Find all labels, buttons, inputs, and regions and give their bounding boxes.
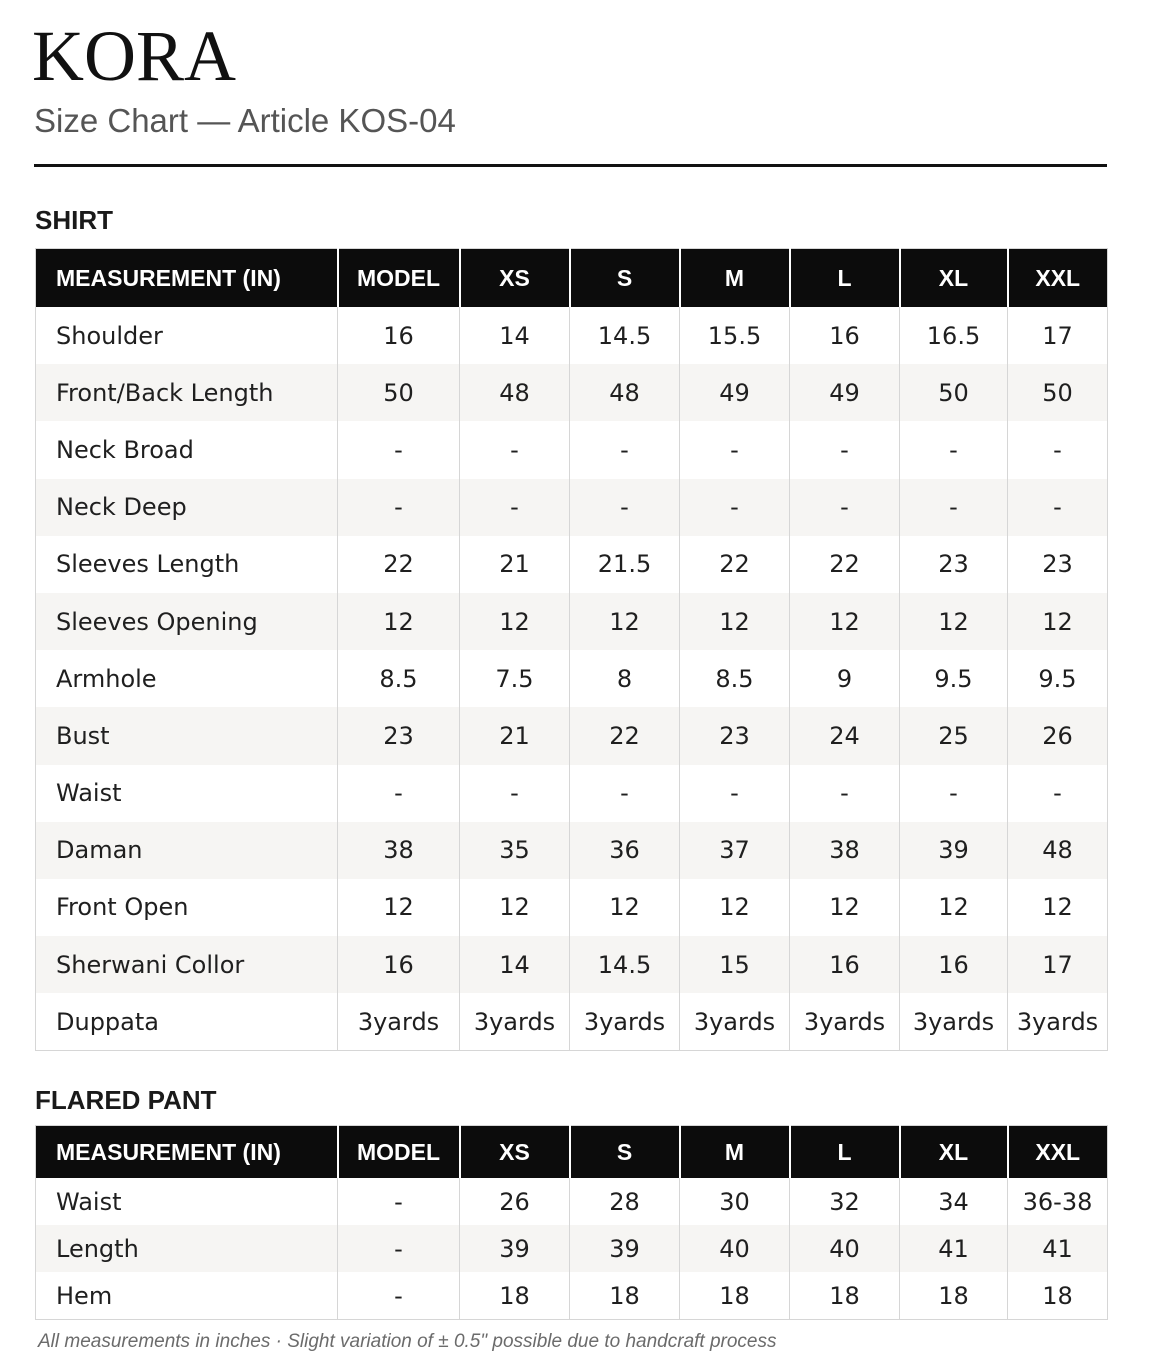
size-value-cell: 12 (680, 593, 790, 650)
size-value-cell: 14.5 (570, 936, 680, 993)
size-value-cell: 16 (790, 307, 900, 364)
size-value-cell: - (680, 421, 790, 478)
size-value-cell: 12 (460, 879, 570, 936)
table-row (36, 479, 1108, 536)
size-value-cell: 38 (338, 822, 460, 879)
size-value-cell: 50 (900, 364, 1008, 421)
size-value-cell: 36 (570, 822, 680, 879)
size-value-cell: 22 (790, 536, 900, 593)
shirt-section-title: SHIRT (35, 205, 113, 235)
size-value-cell: - (680, 765, 790, 822)
size-value-cell: 18 (570, 1272, 680, 1320)
measurement-label: Waist (36, 1178, 338, 1225)
size-value-cell: 26 (460, 1178, 570, 1225)
size-value-cell: 23 (1008, 536, 1108, 593)
size-value-cell: - (338, 479, 460, 536)
size-value-cell: 9.5 (1008, 650, 1108, 707)
size-value-cell: 3yards (790, 993, 900, 1051)
size-value-cell: - (680, 479, 790, 536)
pant-header-row (36, 1126, 1108, 1179)
size-value-cell: 30 (680, 1178, 790, 1225)
size-value-cell: 48 (570, 364, 680, 421)
size-value-cell: - (338, 1178, 460, 1225)
size-value-cell: 12 (570, 879, 680, 936)
size-value-cell: 21 (460, 707, 570, 764)
size-value-cell: 39 (570, 1225, 680, 1272)
pant-column-header: L (790, 1126, 900, 1179)
measurement-label: Hem (36, 1272, 338, 1320)
size-value-cell: 12 (1008, 593, 1108, 650)
size-value-cell: 37 (680, 822, 790, 879)
table-row (36, 421, 1108, 478)
table-row (36, 536, 1108, 593)
size-value-cell: 7.5 (460, 650, 570, 707)
size-value-cell: - (570, 421, 680, 478)
measurement-label: Bust (36, 707, 338, 764)
table-row (36, 1178, 1108, 1225)
size-value-cell: 48 (460, 364, 570, 421)
size-value-cell: 16 (900, 936, 1008, 993)
measurement-label: Sleeves Opening (36, 593, 338, 650)
size-value-cell: 12 (900, 593, 1008, 650)
measurement-label: Length (36, 1225, 338, 1272)
shirt-column-header: XS (460, 249, 570, 308)
size-value-cell: 12 (900, 879, 1008, 936)
size-value-cell: 18 (460, 1272, 570, 1320)
size-value-cell: - (790, 479, 900, 536)
size-value-cell: - (790, 421, 900, 478)
size-value-cell: 50 (338, 364, 460, 421)
table-row (36, 993, 1108, 1051)
size-value-cell: - (1008, 479, 1108, 536)
table-row (36, 364, 1108, 421)
size-value-cell: 49 (790, 364, 900, 421)
table-row (36, 1225, 1108, 1272)
size-value-cell: 21.5 (570, 536, 680, 593)
size-value-cell: 17 (1008, 936, 1108, 993)
size-value-cell: 12 (1008, 879, 1108, 936)
size-value-cell: 16 (338, 936, 460, 993)
size-value-cell: - (1008, 421, 1108, 478)
size-value-cell: 50 (1008, 364, 1108, 421)
size-value-cell: 25 (900, 707, 1008, 764)
size-value-cell: 39 (460, 1225, 570, 1272)
size-value-cell: 18 (680, 1272, 790, 1320)
measurement-label: Duppata (36, 993, 338, 1051)
size-value-cell: 41 (900, 1225, 1008, 1272)
pant-column-header: MEASUREMENT (IN) (36, 1126, 338, 1179)
shirt-column-header: L (790, 249, 900, 308)
measurement-label: Armhole (36, 650, 338, 707)
size-value-cell: 34 (900, 1178, 1008, 1225)
measurement-label: Neck Broad (36, 421, 338, 478)
table-row (36, 822, 1108, 879)
size-value-cell: 12 (460, 593, 570, 650)
size-value-cell: 28 (570, 1178, 680, 1225)
size-value-cell: 3yards (338, 993, 460, 1051)
measurement-label: Front/Back Length (36, 364, 338, 421)
size-value-cell: 8 (570, 650, 680, 707)
pant-column-header: XXL (1008, 1126, 1108, 1179)
brand-logo: KORA (32, 16, 237, 96)
measurement-label: Sherwani Collor (36, 936, 338, 993)
size-value-cell: 39 (900, 822, 1008, 879)
table-row (36, 707, 1108, 764)
size-value-cell: 18 (790, 1272, 900, 1320)
size-value-cell: 12 (338, 879, 460, 936)
size-value-cell: 21 (460, 536, 570, 593)
size-value-cell: 15.5 (680, 307, 790, 364)
size-value-cell: 14.5 (570, 307, 680, 364)
shirt-column-header: XXL (1008, 249, 1108, 308)
size-value-cell: 22 (680, 536, 790, 593)
size-value-cell: - (338, 421, 460, 478)
shirt-column-header: S (570, 249, 680, 308)
size-value-cell: 16 (338, 307, 460, 364)
size-value-cell: - (460, 479, 570, 536)
size-value-cell: 23 (680, 707, 790, 764)
size-value-cell: 40 (680, 1225, 790, 1272)
table-row (36, 1272, 1108, 1320)
measurement-label: Waist (36, 765, 338, 822)
size-value-cell: 16 (790, 936, 900, 993)
size-value-cell: 15 (680, 936, 790, 993)
size-value-cell: 23 (900, 536, 1008, 593)
size-value-cell: 17 (1008, 307, 1108, 364)
size-value-cell: 12 (790, 879, 900, 936)
size-value-cell: 18 (1008, 1272, 1108, 1320)
size-value-cell: 12 (338, 593, 460, 650)
size-value-cell: 12 (790, 593, 900, 650)
shirt-column-header: MEASUREMENT (IN) (36, 249, 338, 308)
measurement-label: Daman (36, 822, 338, 879)
size-value-cell: 14 (460, 307, 570, 364)
size-value-cell: - (460, 421, 570, 478)
size-value-cell: 22 (338, 536, 460, 593)
size-value-cell: 12 (680, 879, 790, 936)
table-row (36, 593, 1108, 650)
size-value-cell: 12 (570, 593, 680, 650)
measurement-label: Front Open (36, 879, 338, 936)
size-value-cell: 9.5 (900, 650, 1008, 707)
shirt-column-header: XL (900, 249, 1008, 308)
size-value-cell: 8.5 (680, 650, 790, 707)
size-value-cell: - (900, 421, 1008, 478)
table-row (36, 307, 1108, 364)
size-value-cell: 32 (790, 1178, 900, 1225)
size-value-cell: - (900, 479, 1008, 536)
measurement-label: Shoulder (36, 307, 338, 364)
pant-column-header: MODEL (338, 1126, 460, 1179)
footnote: All measurements in inches · Slight variation of ± 0.5" possible due to handcraft process (38, 1331, 777, 1352)
shirt-column-header: M (680, 249, 790, 308)
size-value-cell: 23 (338, 707, 460, 764)
size-value-cell: - (460, 765, 570, 822)
size-value-cell: 3yards (680, 993, 790, 1051)
size-value-cell: - (1008, 765, 1108, 822)
size-value-cell: 8.5 (338, 650, 460, 707)
pant-size-table (35, 1125, 1108, 1320)
size-value-cell: 22 (570, 707, 680, 764)
shirt-header-row (36, 249, 1108, 308)
pant-column-header: XL (900, 1126, 1008, 1179)
table-row (36, 936, 1108, 993)
size-value-cell: 41 (1008, 1225, 1108, 1272)
size-value-cell: 18 (900, 1272, 1008, 1320)
size-value-cell: 9 (790, 650, 900, 707)
size-value-cell: 14 (460, 936, 570, 993)
page-subtitle: Size Chart — Article KOS-04 (34, 102, 456, 139)
shirt-size-table (35, 248, 1108, 1051)
size-value-cell: - (338, 765, 460, 822)
size-value-cell: 40 (790, 1225, 900, 1272)
pant-column-header: XS (460, 1126, 570, 1179)
shirt-column-header: MODEL (338, 249, 460, 308)
table-row (36, 765, 1108, 822)
size-value-cell: 48 (1008, 822, 1108, 879)
size-value-cell: - (570, 479, 680, 536)
size-value-cell: - (338, 1225, 460, 1272)
size-value-cell: 38 (790, 822, 900, 879)
pant-section-title: FLARED PANT (35, 1085, 217, 1115)
size-value-cell: - (900, 765, 1008, 822)
pant-column-header: M (680, 1126, 790, 1179)
table-row (36, 650, 1108, 707)
measurement-label: Sleeves Length (36, 536, 338, 593)
size-value-cell: - (338, 1272, 460, 1320)
table-row (36, 879, 1108, 936)
size-value-cell: 36-38 (1008, 1178, 1108, 1225)
size-value-cell: 16.5 (900, 307, 1008, 364)
measurement-label: Neck Deep (36, 479, 338, 536)
size-value-cell: 26 (1008, 707, 1108, 764)
size-value-cell: - (790, 765, 900, 822)
size-value-cell: 35 (460, 822, 570, 879)
size-value-cell: 3yards (570, 993, 680, 1051)
size-value-cell: 3yards (460, 993, 570, 1051)
size-value-cell: 49 (680, 364, 790, 421)
size-value-cell: - (570, 765, 680, 822)
size-value-cell: 3yards (1008, 993, 1108, 1051)
header-divider (34, 164, 1107, 167)
size-value-cell: 24 (790, 707, 900, 764)
size-value-cell: 3yards (900, 993, 1008, 1051)
pant-column-header: S (570, 1126, 680, 1179)
